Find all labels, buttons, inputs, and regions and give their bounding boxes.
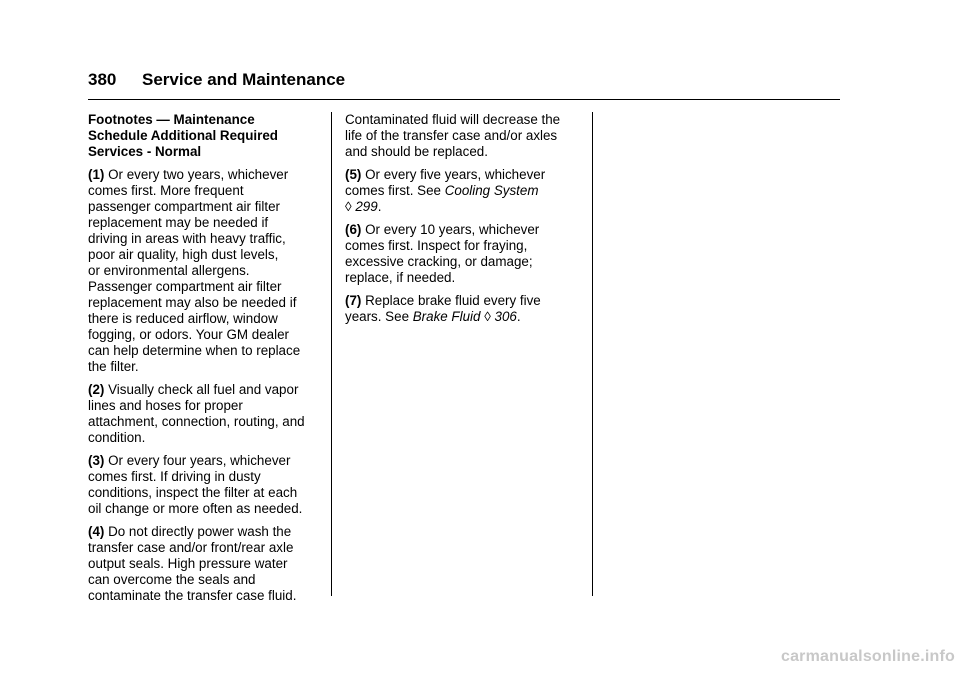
watermark: carmanualsonline.info <box>780 648 955 665</box>
page-reference-icon: ◊ <box>345 199 352 214</box>
footnote-1-label: (1) <box>88 167 105 182</box>
header-rule <box>88 99 840 100</box>
footnote-5: (5) Or every five years, whichever comes first. See Cooling System ◊ 299. <box>345 167 546 214</box>
footnote-3: (3) Or every four years, whichever comes first. If driving in dusty conditions, inspect the filter at each oil change or more often as needed. <box>88 453 303 516</box>
column-divider-left <box>331 112 332 596</box>
brake-fluid-page-link[interactable]: 306 <box>490 309 517 324</box>
section-title: Service and Maintenance <box>142 70 346 89</box>
footnote-3-label: (3) <box>88 453 105 468</box>
footnote-4-continued: Contaminated fluid will decrease the life of the transfer case and/or axles and should be replaced. <box>345 112 561 159</box>
footnote-4-label: (4) <box>88 524 105 539</box>
page-header <box>88 70 840 100</box>
footnote-7-label: (7) <box>345 293 362 308</box>
right-column <box>345 112 585 332</box>
footnote-7: (7) Replace brake fluid every five years. See Brake Fluid ◊ 306. <box>345 293 541 324</box>
page-number: 380 <box>88 70 117 89</box>
footnote-2-label: (2) <box>88 382 105 397</box>
footnotes-heading: Footnotes — Maintenance Schedule Additional Required Services - Normal <box>88 112 278 159</box>
cooling-system-link[interactable]: Cooling System <box>444 183 539 198</box>
brake-fluid-link[interactable]: Brake Fluid <box>412 309 481 324</box>
footnote-2: (2) Visually check all fuel and vapor lines and hoses for proper attachment, connection, routing, and condition. <box>88 382 305 445</box>
cooling-system-page-link[interactable]: 299 <box>351 199 378 214</box>
column-divider-right <box>592 112 593 596</box>
footnote-5-label: (5) <box>345 167 362 182</box>
footnote-4: (4) Do not directly power wash the transfer case and/or front/rear axle output seals. High pressure water can overcome the seals and contaminate the transfer case fluid. <box>88 524 297 603</box>
footnote-6: (6) Or every 10 years, whichever comes first. Inspect for fraying, excessive cracking, or damage; replace, if needed. <box>345 222 540 285</box>
footnote-6-label: (6) <box>345 222 362 237</box>
footnote-1: (1) Or every two years, whichever comes first. More frequent passenger compartment air filter replacement may be needed if driving in areas with heavy traffic, poor air quality, high dust levels, or environmental allergens. Passenger compartment air filter replacement may also be needed if there is reduced airflow, window fogging, or odors. Your GM dealer can help determine when to replace the filter. <box>88 167 301 374</box>
page-reference-icon: ◊ <box>480 309 491 324</box>
left-column <box>88 112 328 611</box>
